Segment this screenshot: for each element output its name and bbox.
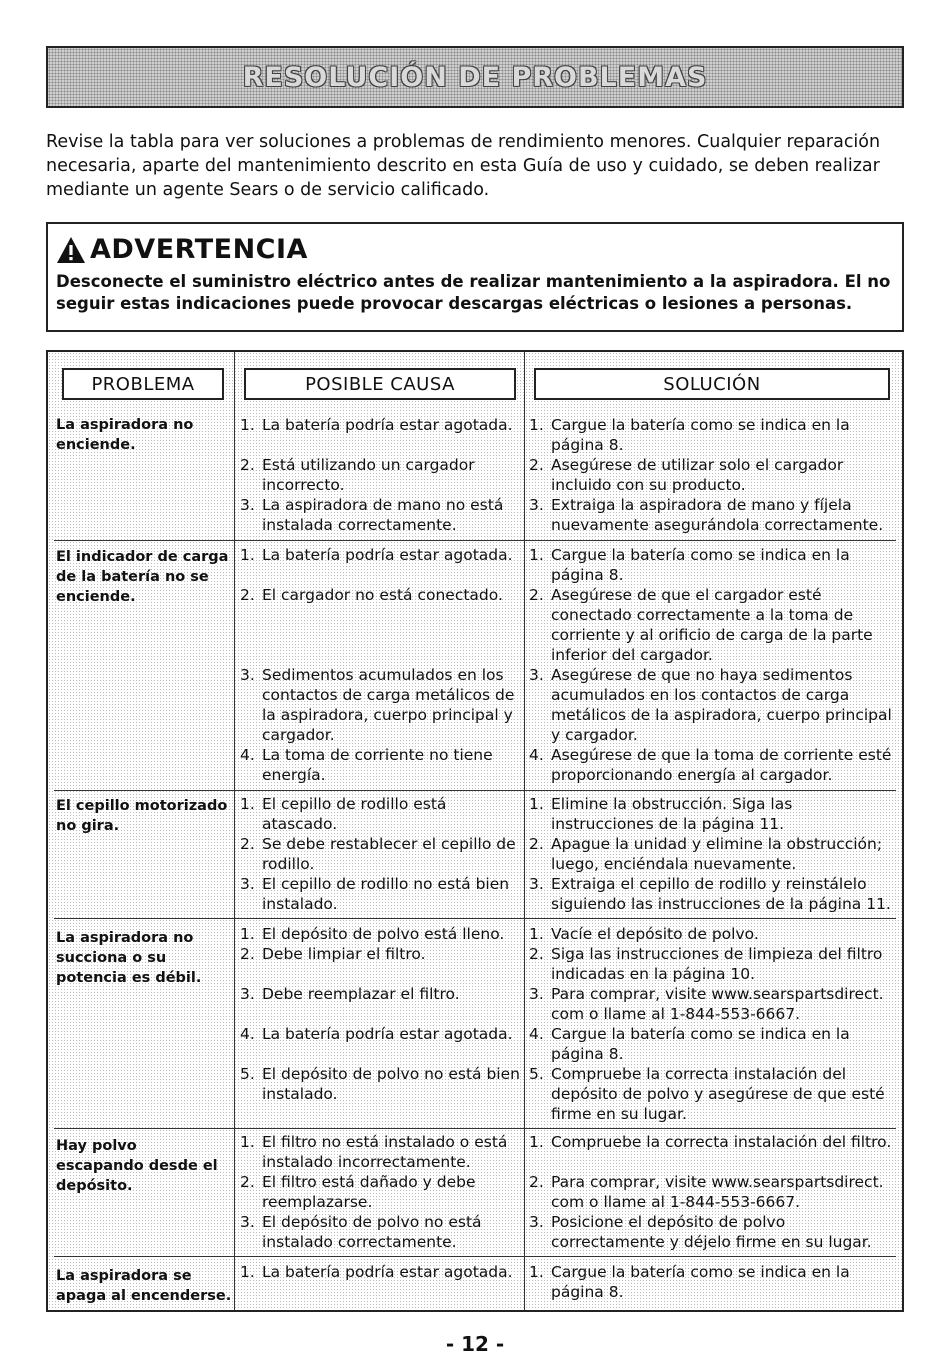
solution-item: 5. Compruebe la correcta instalación del depósito de polvo y asegúrese de que esté firme en su lugar. [529,1065,885,1123]
cause-item: 1. La batería podría estar agotada. [240,416,513,434]
cause-item: 2. Se debe restablecer el cepillo de rodillo. [240,835,516,873]
solution-item: 4. Asegúrese de que la toma de corriente esté proporcionando energía al cargador. [529,746,892,784]
cause-item: 4. La toma de corriente no tiene energía. [240,746,493,784]
cause-cell [240,415,520,535]
warning-text: Desconecte el suministro eléctrico antes de realizar mantenimiento a la aspiradora. El no seguir estas indicaciones puede provocar descargas eléctricas o lesiones a personas. [56,272,891,313]
page-title-bar [46,46,904,108]
problem-cell: La aspiradora se apaga al encenderse. [56,1268,232,1304]
row-divider [54,1256,896,1257]
solution-cell [529,794,899,914]
cause-item: 3. El cepillo de rodillo no está bien instalado. [240,875,510,913]
solution-cell [529,1132,899,1252]
warning-triangle-icon [56,235,86,265]
warning-header [56,234,894,265]
cause-cell [240,924,520,1104]
solution-item: 4. Cargue la batería como se indica en la página 8. [529,1025,850,1063]
solution-item: 1. Elimine la obstrucción. Siga las instrucciones de la página 11. [529,795,793,833]
problem-cell: El indicador de carga de la batería no se enciende. [56,549,229,605]
cause-cell [240,545,520,785]
cause-cell [240,1262,520,1302]
warning-box [46,222,904,332]
header-cause: POSIBLE CAUSA [244,368,516,400]
solution-item: 2. Asegúrese de que el cargador esté conectado correctamente a la toma de corriente y al orificio de carga de la parte inferior del cargador. [529,586,873,664]
cause-item: 4. La batería podría estar agotada. [240,1025,513,1043]
row-divider [54,1128,896,1129]
solution-cell [529,545,899,785]
solution-item: 1. Cargue la batería como se indica en la página 8. [529,416,850,454]
solution-item: 2. Para comprar, visite www.searspartsdirect. com o llame al 1-844-553-6667. [529,1173,884,1211]
row-divider [54,540,896,541]
problem-cell: Hay polvo escapando desde el depósito. [56,1138,218,1194]
column-divider [234,352,235,1310]
cause-cell [240,794,520,914]
problem-cell: El cepillo motorizado no gira. [56,798,228,834]
problem-cell: La aspiradora no succiona o su potencia es débil. [56,930,202,986]
warning-title: ADVERTENCIA [90,234,308,265]
solution-item: 1. Cargue la batería como se indica en la página 8. [529,1263,850,1301]
cause-item: 2. El filtro está dañado y debe reemplazarse. [240,1173,476,1211]
cause-item: 1. La batería podría estar agotada. [240,1263,513,1281]
solution-item: 3. Posicione el depósito de polvo correctamente y déjelo firme en su lugar. [529,1213,872,1251]
solution-item: 3. Para comprar, visite www.searspartsdirect. com o llame al 1-844-553-6667. [529,985,884,1023]
troubleshooting-table [46,350,904,1312]
cause-item: 2. Debe limpiar el filtro. [240,945,426,963]
page-title: RESOLUCIÓN DE PROBLEMAS [242,61,708,93]
solution-cell [529,924,899,1124]
solution-item: 2. Apague la unidad y elimine la obstrucción; luego, enciéndala nuevamente. [529,835,883,873]
solution-item: 3. Extraiga la aspiradora de mano y fíjela nuevamente asegurándola correctamente. [529,496,884,534]
cause-item: 1. El depósito de polvo está lleno. [240,925,505,943]
solution-item: 1. Compruebe la correcta instalación del filtro. [529,1133,892,1151]
header-solution: SOLUCIÓN [534,368,890,400]
solution-cell [529,1262,899,1302]
intro-paragraph: Revise la tabla para ver soluciones a problemas de rendimiento menores. Cualquier reparación necesaria, aparte del mantenimiento descrito en esta Guía de uso y cuidado, se deben realizar mediante un agente Sears o de servicio calificado. [46,132,881,200]
solution-item: 2. Siga las instrucciones de limpieza del filtro indicadas en la página 10. [529,945,883,983]
cause-item: 3. El depósito de polvo no está instalado correctamente. [240,1213,482,1251]
header-problem: PROBLEMA [62,368,224,400]
cause-item: 1. El filtro no está instalado o está instalado incorrectamente. [240,1133,508,1171]
solution-cell [529,415,899,535]
cause-item: 3. Sedimentos acumulados en los contactos de carga metálicos de la aspiradora, cuerpo principal y cargador. [240,666,515,744]
cause-cell [240,1132,520,1252]
page-number: - 12 - [445,1332,505,1356]
solution-item: 1. Cargue la batería como se indica en la página 8. [529,546,850,584]
cause-item: 2. Está utilizando un cargador incorrecto. [240,456,475,494]
row-divider [54,918,896,919]
cause-item: 5. El depósito de polvo no está bien instalado. [240,1065,520,1103]
cause-item: 1. La batería podría estar agotada. [240,546,513,564]
solution-item: 3. Extraiga el cepillo de rodillo y reinstálelo siguiendo las instrucciones de la página 11. [529,875,891,913]
solution-item: 2. Asegúrese de utilizar solo el cargador incluido con su producto. [529,456,844,494]
problem-cell: La aspiradora no enciende. [56,417,194,453]
cause-item: 1. El cepillo de rodillo está atascado. [240,795,447,833]
cause-item: 2. El cargador no está conectado. [240,586,503,604]
cause-item: 3. Debe reemplazar el filtro. [240,985,460,1003]
row-divider [54,790,896,791]
solution-item: 1. Vacíe el depósito de polvo. [529,925,759,943]
cause-item: 3. La aspiradora de mano no está instalada correctamente. [240,496,504,534]
solution-item: 3. Asegúrese de que no haya sedimentos acumulados en los contactos de carga metálicos de la aspiradora, cuerpo principal y cargador. [529,666,892,744]
column-divider [524,352,525,1310]
